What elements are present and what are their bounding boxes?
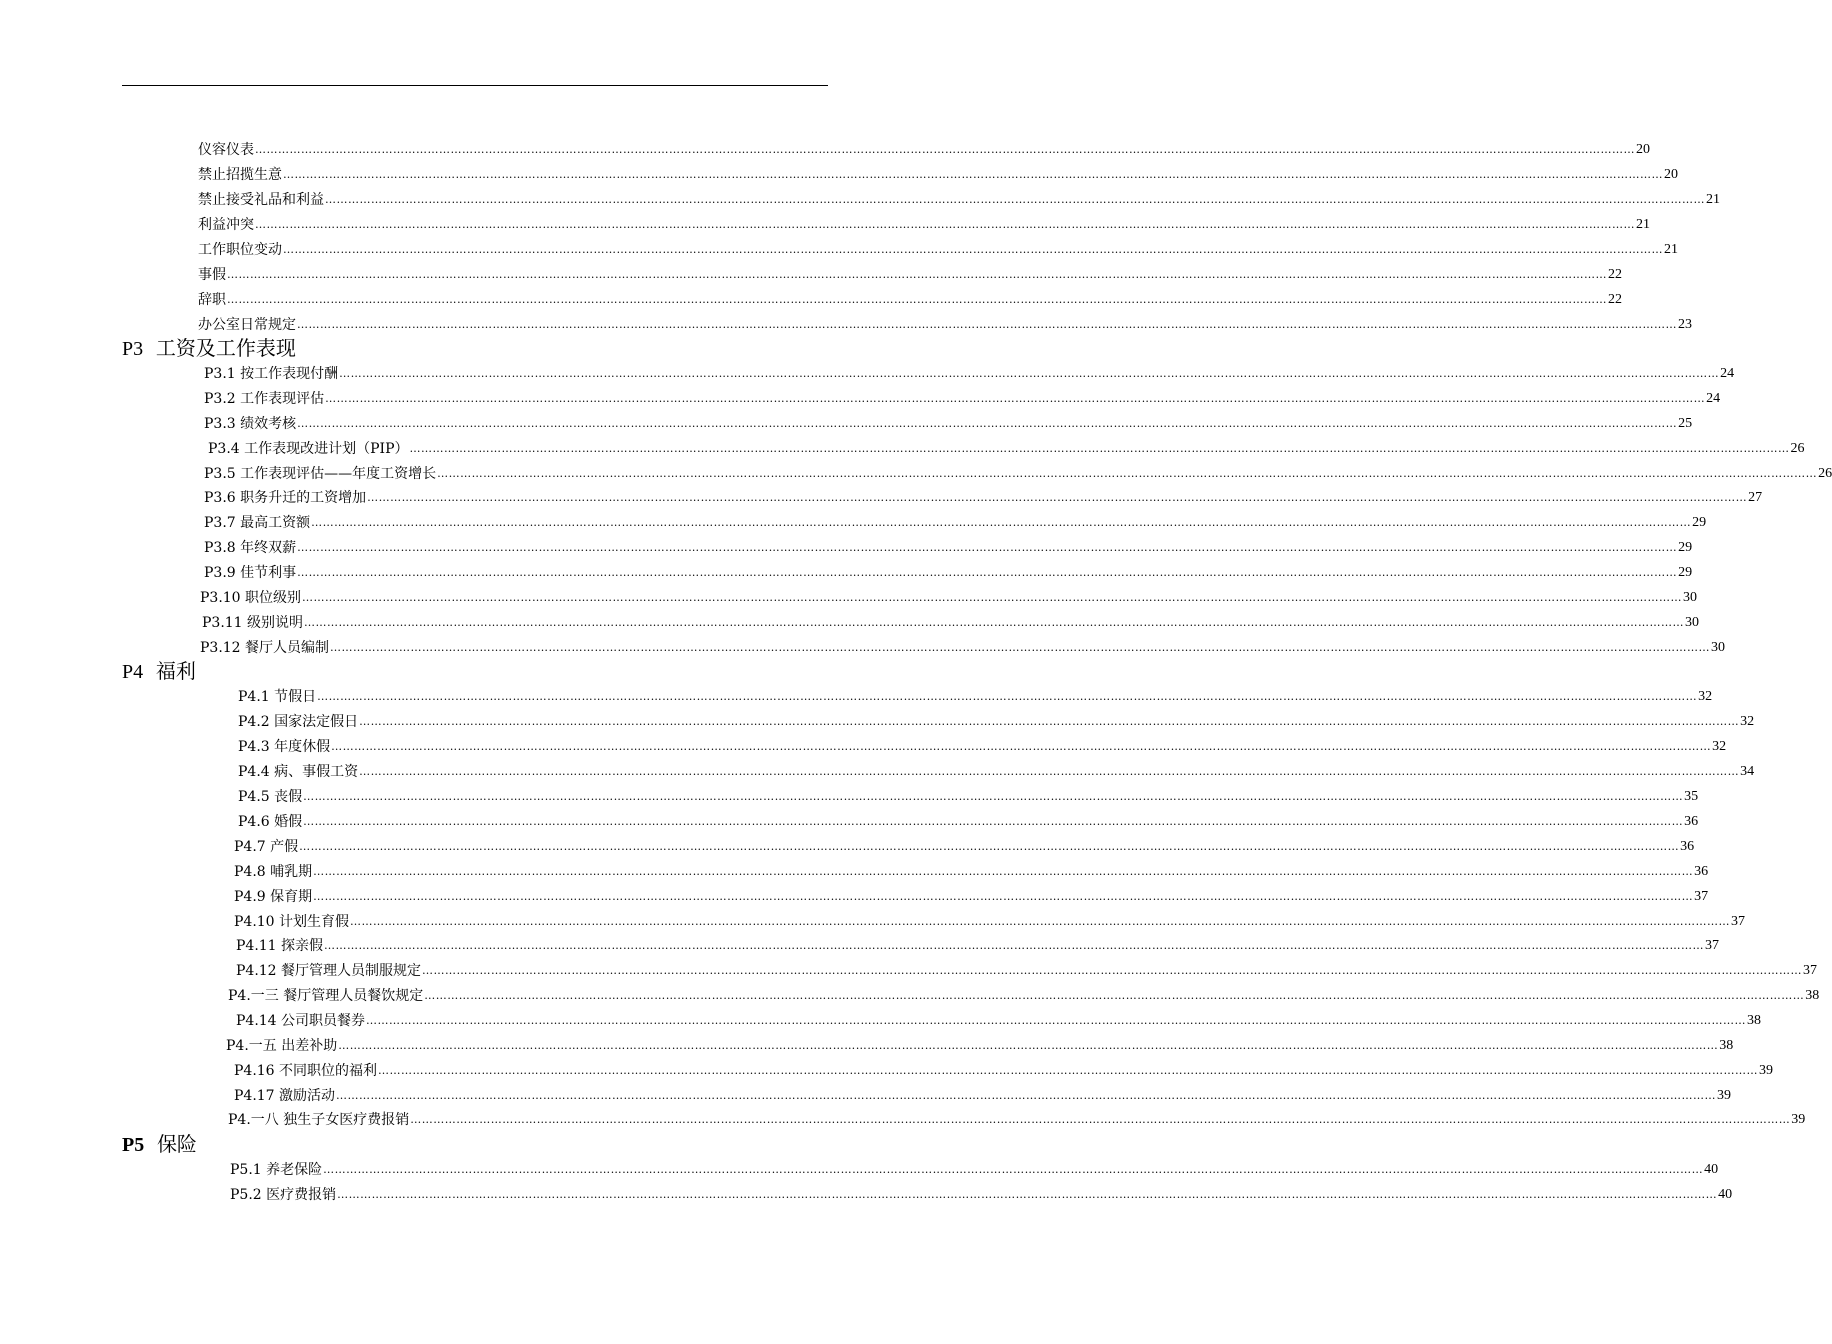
dot-leader: ……………………………………………………………………………………………………………………………………………………………………………………………………………………………………………………………………………………………………………………………… [324, 939, 1705, 952]
dot-leader: ……………………………………………………………………………………………………………………………………………………………………………………………………………………………………………………………………………………………………………………………… [313, 890, 1694, 903]
section-heading-p4[interactable] [122, 657, 196, 685]
dot-leader: ……………………………………………………………………………………………………………………………………………………………………………………………………………………………………………………………………………………………………………………………… [359, 715, 1740, 728]
toc-entry[interactable] [230, 1183, 1733, 1207]
dot-leader: ……………………………………………………………………………………………………………………………………………………………………………………………………………………………………………………………………………………………………………………………… [297, 417, 1678, 430]
toc-entry[interactable] [238, 760, 1755, 784]
toc-entry-label: 事假 [198, 267, 226, 283]
toc-entry[interactable] [204, 462, 1832, 486]
toc-entry-page: 37 [1803, 963, 1818, 978]
dot-leader: ……………………………………………………………………………………………………………………………………………………………………………………………………………………………………………………………………………………………………………………………… [297, 318, 1677, 331]
toc-entry-page: 37 [1731, 914, 1746, 929]
toc-entry-label: P4.8 哺乳期 [234, 864, 313, 880]
toc-entry-label: 辞职 [198, 292, 226, 308]
toc-entry[interactable] [238, 710, 1755, 734]
toc-entry[interactable] [226, 1034, 1734, 1058]
toc-entry-page: 29 [1692, 515, 1707, 530]
toc-entry-label: P3.8 年终双薪 [204, 540, 297, 556]
toc-entry[interactable] [200, 586, 1698, 610]
section-heading-p5[interactable] [122, 1130, 197, 1158]
toc-entry-page: 27 [1748, 490, 1763, 505]
toc-entry-page: 21 [1664, 242, 1678, 257]
toc-entry-page: 20 [1636, 142, 1650, 157]
dot-leader: ……………………………………………………………………………………………………………………………………………………………………………………………………………………………………………………………………………………………………………………………… [297, 541, 1678, 554]
toc-entry-page: 24 [1706, 391, 1721, 406]
dot-leader: ……………………………………………………………………………………………………………………………………………………………………………………………………………………………………………………………………………………………………………………………… [409, 442, 1790, 455]
toc-entry-label: 禁止接受礼品和利益 [198, 192, 324, 208]
dot-leader: ……………………………………………………………………………………………………………………………………………………………………………………………………………………………………………………………………………………………………………………………… [337, 1188, 1718, 1201]
toc-entry[interactable] [234, 1059, 1774, 1083]
dot-leader: ……………………………………………………………………………………………………………………………………………………………………………………………………………………………………………………………………………………………………………………………… [336, 1089, 1717, 1102]
dot-leader: ……………………………………………………………………………………………………………………………………………………………………………………………………………………………………………………………………………………………………………………………… [367, 491, 1748, 504]
toc-entry-label: 利益冲突 [198, 217, 254, 233]
dot-leader: ……………………………………………………………………………………………………………………………………………………………………………………………………………………………………………………………………………………………………………………………… [422, 964, 1803, 977]
toc-entry-page: 36 [1694, 864, 1709, 879]
toc-entry-page: 39 [1791, 1112, 1806, 1127]
toc-entry[interactable] [236, 934, 1720, 958]
dot-leader: ……………………………………………………………………………………………………………………………………………………………………………………………………………………………………………………………………………………………………………………………… [424, 989, 1805, 1002]
toc-entry-label: P4.9 保育期 [234, 889, 313, 905]
toc-entry-label: P4.7 产假 [234, 839, 299, 855]
toc-entry-page: 38 [1747, 1013, 1762, 1028]
toc-entry[interactable] [204, 362, 1735, 386]
toc-entry-page: 40 [1704, 1162, 1719, 1177]
toc-entry-page: 36 [1684, 814, 1699, 829]
dot-leader: ……………………………………………………………………………………………………………………………………………………………………………………………………………………………………………………………………………………………………………………………… [378, 1064, 1759, 1077]
toc-entry-page: 38 [1719, 1038, 1734, 1053]
dot-leader: ……………………………………………………………………………………………………………………………………………………………………………………………………………………………………………………………………………………………………………………………… [325, 193, 1705, 206]
toc-entry[interactable] [202, 611, 1700, 635]
toc-entry-page: 22 [1608, 267, 1622, 282]
toc-entry[interactable] [234, 860, 1709, 884]
dot-leader: ……………………………………………………………………………………………………………………………………………………………………………………………………………………………………………………………………………………………………………………………… [437, 467, 1818, 480]
toc-entry-label: P5.1 养老保险 [230, 1162, 323, 1178]
dot-leader: ……………………………………………………………………………………………………………………………………………………………………………………………………………………………………………………………………………………………………………………………… [317, 690, 1698, 703]
toc-entry-page: 26 [1790, 441, 1805, 456]
toc-entry-page: 30 [1685, 615, 1700, 630]
dot-leader: ……………………………………………………………………………………………………………………………………………………………………………………………………………………………………………………………………………………………………………………………… [410, 1113, 1791, 1126]
toc-entry-page: 35 [1684, 789, 1699, 804]
toc-entry[interactable] [236, 1009, 1762, 1033]
toc-entry-label: P4.2 国家法定假日 [238, 714, 359, 730]
dot-leader: ……………………………………………………………………………………………………………………………………………………………………………………………………………………………………………………………………………………………………………………………… [359, 765, 1740, 778]
toc-entry[interactable] [198, 288, 1622, 312]
section-number: P5 [122, 1134, 145, 1156]
dot-leader: ……………………………………………………………………………………………………………………………………………………………………………………………………………………………………………………………………………………………………………………………… [227, 268, 1607, 281]
toc-entry-label: 仪容仪表 [198, 142, 254, 158]
dot-leader: ……………………………………………………………………………………………………………………………………………………………………………………………………………………………………………………………………………………………………………………………… [366, 1014, 1747, 1027]
section-number: P3 [122, 338, 144, 360]
toc-entry[interactable] [204, 561, 1693, 585]
toc-entry[interactable] [198, 213, 1650, 237]
toc-entry[interactable] [234, 910, 1746, 934]
section-heading-p3[interactable] [122, 334, 296, 362]
toc-entry-page: 29 [1678, 540, 1693, 555]
toc-entry-label: P3.12 餐厅人员编制 [200, 640, 330, 656]
toc-entry-label: P3.6 职务升迁的工资增加 [204, 490, 367, 506]
toc-entry-page: 24 [1720, 366, 1735, 381]
toc-entry-page: 25 [1678, 416, 1693, 431]
dot-leader: ……………………………………………………………………………………………………………………………………………………………………………………………………………………………………………………………………………………………………………………………… [297, 566, 1678, 579]
dot-leader: ……………………………………………………………………………………………………………………………………………………………………………………………………………………………………………………………………………………………………………………………… [283, 168, 1663, 181]
toc-entry-page: 21 [1636, 217, 1650, 232]
toc-entry[interactable] [238, 685, 1713, 709]
toc-entry[interactable] [204, 536, 1693, 560]
toc-entry-label: P3.4 工作表现改进计划（PIP） [208, 441, 409, 457]
toc-entry-label: P4.11 探亲假 [236, 938, 324, 954]
toc-entry-page: 23 [1678, 317, 1692, 332]
toc-entry-label: P4.6 婚假 [238, 814, 303, 830]
toc-entry-label: P3.9 佳节利事 [204, 565, 297, 581]
toc-entry-label: P3.7 最高工资额 [204, 515, 311, 531]
section-title: 保险 [156, 1132, 197, 1156]
toc-entry-label: P4.一三 餐厅管理人员餐饮规定 [228, 988, 424, 1004]
dot-leader: ……………………………………………………………………………………………………………………………………………………………………………………………………………………………………………………………………………………………………………………………… [311, 516, 1692, 529]
toc-entry[interactable] [204, 511, 1707, 535]
toc-entry-label: P3.5 工作表现评估——年度工资增长 [204, 466, 437, 482]
toc-entry-label: 办公室日常规定 [198, 317, 296, 333]
toc-entry[interactable] [198, 238, 1678, 262]
toc-entry-label: P3.10 职位级别 [200, 590, 302, 606]
toc-entry-page: 32 [1712, 739, 1727, 754]
toc-entry[interactable] [204, 387, 1721, 411]
toc-entry[interactable] [208, 437, 1805, 461]
toc-entry-label: P3.1 按工作表现付酬 [204, 366, 339, 382]
toc-entry[interactable] [228, 1108, 1806, 1132]
dot-leader: ……………………………………………………………………………………………………………………………………………………………………………………………………………………………………………………………………………………………………………………………… [303, 815, 1684, 828]
toc-entry[interactable] [204, 486, 1763, 510]
toc-entry-page: 37 [1705, 938, 1720, 953]
toc-entry-label: P4.4 病、事假工资 [238, 764, 359, 780]
toc-entry-label: P4.10 计划生育假 [234, 914, 350, 930]
section-title: 工资及工作表现 [155, 336, 296, 360]
dot-leader: ……………………………………………………………………………………………………………………………………………………………………………………………………………………………………………………………………………………………………………………………… [323, 1163, 1704, 1176]
dot-leader: ……………………………………………………………………………………………………………………………………………………………………………………………………………………………………………………………………………………………………………………………… [299, 840, 1680, 853]
toc-entry-label: P4.12 餐厅管理人员制服规定 [236, 963, 422, 979]
toc-entry-label: P4.14 公司职员餐券 [236, 1013, 366, 1029]
toc-entry-page: 40 [1718, 1187, 1733, 1202]
toc-entry[interactable] [198, 188, 1720, 212]
toc-entry[interactable] [238, 810, 1699, 834]
toc-entry-label: P3.3 绩效考核 [204, 416, 297, 432]
toc-entry[interactable] [234, 1084, 1732, 1108]
dot-leader: ……………………………………………………………………………………………………………………………………………………………………………………………………………………………………………………………………………………………………………………………… [331, 740, 1712, 753]
toc-entry-label: P3.2 工作表现评估 [204, 391, 325, 407]
toc-entry-label: P4.5 丧假 [238, 789, 303, 805]
toc-entry-page: 29 [1678, 565, 1693, 580]
dot-leader: ……………………………………………………………………………………………………………………………………………………………………………………………………………………………………………………………………………………………………………………………… [255, 218, 1635, 231]
toc-entry-page: 39 [1717, 1088, 1732, 1103]
toc-entry[interactable] [198, 138, 1650, 162]
toc-entry-page: 34 [1740, 764, 1755, 779]
toc-entry-page: 30 [1711, 640, 1726, 655]
dot-leader: ……………………………………………………………………………………………………………………………………………………………………………………………………………………………………………………………………………………………………………………………… [283, 243, 1663, 256]
toc-entry-page: 39 [1759, 1063, 1774, 1078]
dot-leader: ……………………………………………………………………………………………………………………………………………………………………………………………………………………………………………………………………………………………………………………………… [338, 1039, 1719, 1052]
toc-entry[interactable] [198, 263, 1622, 287]
toc-entry[interactable] [238, 785, 1699, 809]
toc-entry-label: P4.1 节假日 [238, 689, 317, 705]
dot-leader: ……………………………………………………………………………………………………………………………………………………………………………………………………………………………………………………………………………………………………………………………… [227, 293, 1607, 306]
toc-entry[interactable] [200, 636, 1726, 660]
toc-entry-page: 36 [1680, 839, 1695, 854]
toc-entry[interactable] [234, 835, 1695, 859]
toc-entry-page: 38 [1805, 988, 1820, 1003]
section-title: 福利 [155, 659, 196, 683]
toc-entry[interactable] [234, 885, 1709, 909]
toc-entry-page: 20 [1664, 167, 1678, 182]
toc-entry-page: 26 [1818, 466, 1832, 481]
toc-entry-label: P4.一八 独生子女医疗费报销 [228, 1112, 410, 1128]
dot-leader: ……………………………………………………………………………………………………………………………………………………………………………………………………………………………………………………………………………………………………………………………… [350, 915, 1731, 928]
dot-leader: ……………………………………………………………………………………………………………………………………………………………………………………………………………………………………………………………………………………………………………………………… [304, 616, 1685, 629]
dot-leader: ……………………………………………………………………………………………………………………………………………………………………………………………………………………………………………………………………………………………………………………………… [330, 641, 1711, 654]
section-number: P4 [122, 661, 144, 683]
toc-entry-page: 32 [1698, 689, 1713, 704]
toc-entry[interactable] [198, 163, 1678, 187]
toc-entry-label: 工作职位变动 [198, 242, 282, 258]
toc-entry-label: 禁止招揽生意 [198, 167, 282, 183]
toc-entry-page: 21 [1706, 192, 1720, 207]
dot-leader: ……………………………………………………………………………………………………………………………………………………………………………………………………………………………………………………………………………………………………………………………… [313, 865, 1694, 878]
toc-entry-label: P5.2 医疗费报销 [230, 1187, 337, 1203]
toc-entry[interactable] [236, 959, 1818, 983]
toc-entry-label: P4.16 不同职位的福利 [234, 1063, 378, 1079]
toc-entry[interactable] [228, 984, 1820, 1008]
toc-entry-label: P4.17 激励活动 [234, 1088, 336, 1104]
toc-entry-page: 22 [1608, 292, 1622, 307]
toc-entry-label: P3.11 级别说明 [202, 615, 304, 631]
toc-entry-page: 32 [1740, 714, 1755, 729]
toc-entry-label: P4.一五 出差补助 [226, 1038, 338, 1054]
dot-leader: ……………………………………………………………………………………………………………………………………………………………………………………………………………………………………………………………………………………………………………………………… [325, 392, 1706, 405]
toc-entry[interactable] [238, 735, 1727, 759]
toc-entry[interactable] [204, 412, 1693, 436]
toc-entry-page: 30 [1683, 590, 1698, 605]
toc-entry-label: P4.3 年度休假 [238, 739, 331, 755]
dot-leader: ……………………………………………………………………………………………………………………………………………………………………………………………………………………………………………………………………………………………………………………………… [302, 591, 1683, 604]
toc-entry[interactable] [230, 1158, 1719, 1182]
dot-leader: ……………………………………………………………………………………………………………………………………………………………………………………………………………………………………………………………………………………………………………………………… [303, 790, 1684, 803]
dot-leader: ……………………………………………………………………………………………………………………………………………………………………………………………………………………………………………………………………………………………………………………………… [339, 367, 1720, 380]
toc-entry-page: 37 [1694, 889, 1709, 904]
dot-leader: ……………………………………………………………………………………………………………………………………………………………………………………………………………………………………………………………………………………………………………………………… [255, 143, 1635, 156]
